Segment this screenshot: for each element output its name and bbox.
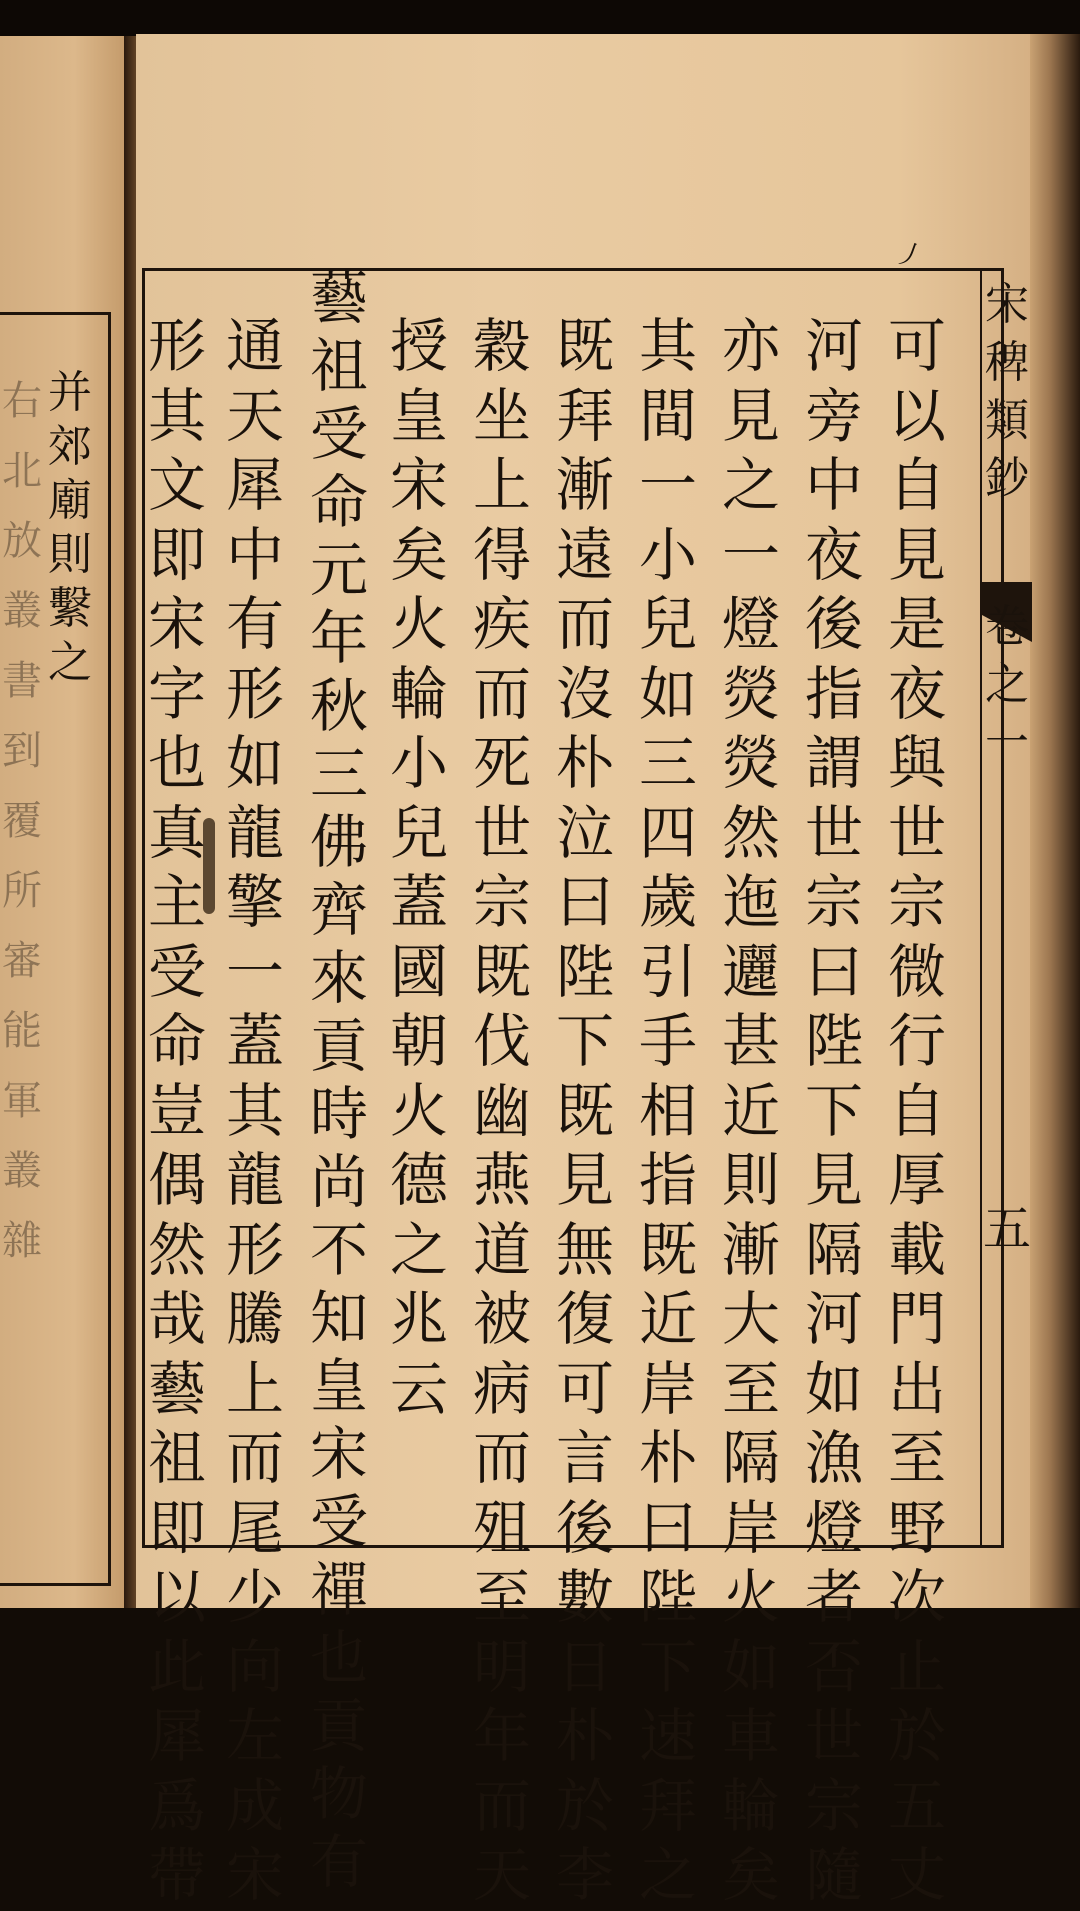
text-column-3: 亦見之一燈熒熒然迤邐甚近則漸大至隔岸火如車輪矣 xyxy=(721,312,780,1909)
text-column-4: 其間一小兒如三四歲引手相指既近岸朴曰陛下速拜之 xyxy=(638,312,697,1909)
book-title: 宋稗類鈔 xyxy=(985,279,1029,504)
volume-label: 卷之一 xyxy=(985,601,1029,768)
text-column-5: 既拜漸遠而沒朴泣曰陛下既見無復可言後數日朴於李 xyxy=(555,312,614,1909)
text-column-8: 藝祖受命元年秋三佛齊來貢時尚不知皇宋受禪也貢物有 xyxy=(309,264,368,1896)
folio-number: 五 xyxy=(982,1201,1031,1257)
center-strip xyxy=(982,268,1032,1546)
text-column-1: 可以自見是夜與世宗微行自厚載門出至野次止於五丈 xyxy=(887,312,946,1909)
previous-leaf-column: 并郊廟則繫之 xyxy=(48,367,92,688)
text-column-2: 河旁中夜後指謂世宗曰陛下見隔河如漁燈者否世宗隨 xyxy=(804,312,863,1909)
text-column-9: 通天犀中有形如龍擎一蓋其龍形騰上而尾少向左成宋 xyxy=(225,312,284,1909)
text-column-6: 穀坐上得疾而死世宗既伐幽燕道被病而殂至明年而天 xyxy=(472,312,531,1909)
previous-leaf xyxy=(0,36,124,1608)
page-fore-edge xyxy=(1030,34,1080,1608)
text-column-7: 授皇宋矣火輪小兒蓋國朝火德之兆云 xyxy=(389,312,448,1423)
previous-leaf-faded-column: 右北放叢書到覆所審能軍叢雜 xyxy=(2,378,42,1264)
ink-mark: 丿 xyxy=(890,235,929,276)
scan-top-edge xyxy=(0,0,1080,38)
text-column-10: 形其文即宋字也真主受命豈偶然哉藝祖即以此犀爲帶 xyxy=(147,312,206,1909)
